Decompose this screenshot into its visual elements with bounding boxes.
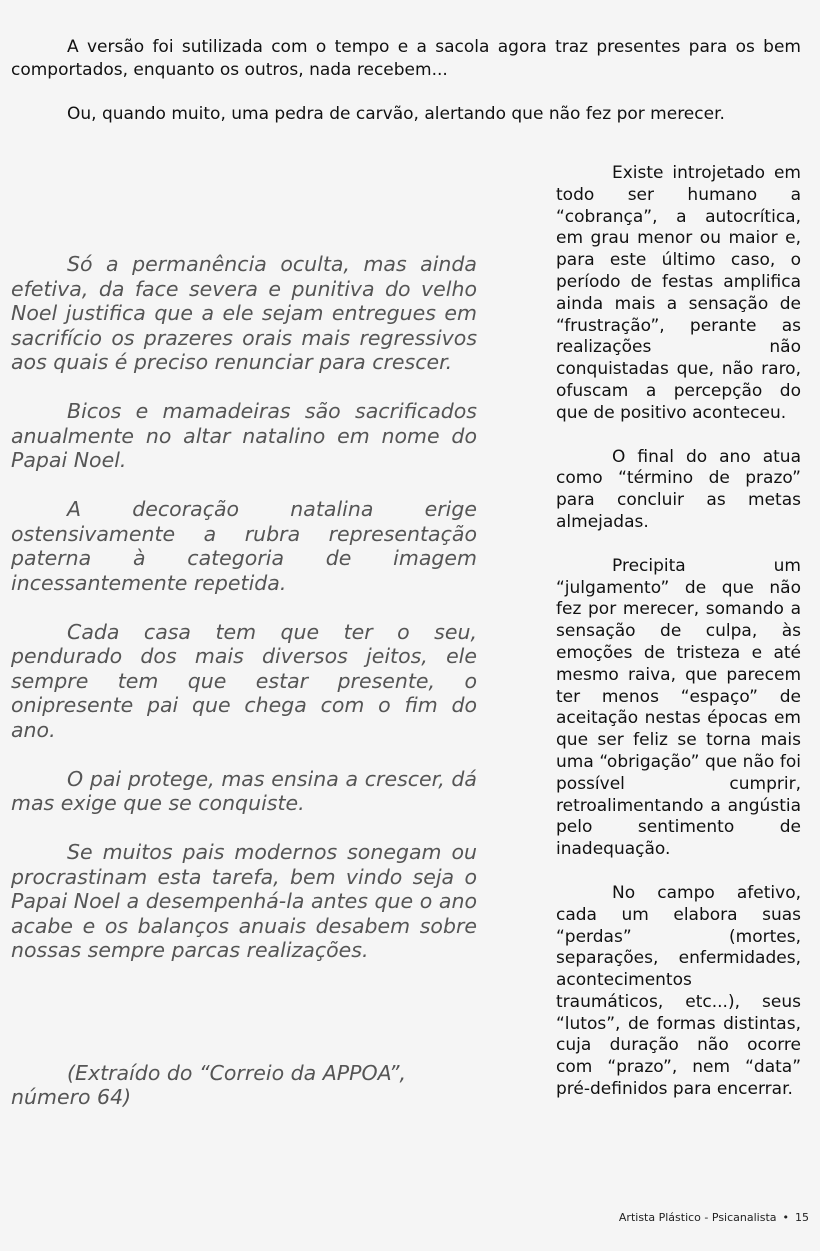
body-paragraph: O final do ano atua como “término de prazo” para concluir as metas almejadas. [556,446,801,532]
body-paragraph: Existe introjetado em todo ser humano a “cobrança”, a autocrítica, em grau menor ou maior e, para este último caso, o período de festas amplifica ainda mais a sensação de “frustração”, perante as realizações não conquistadas que, não raro, ofuscam a percepção do que de positivo aconteceu. [556,163,801,423]
source-citation: (Extraído do “Correio da APPOA”, número 64) [11,1060,407,1109]
footer-bullet: • [782,1211,789,1224]
left-column-quote [11,252,477,1134]
right-column-text [556,163,801,1123]
quote-paragraph: Cada casa tem que ter o seu, pendurado dos mais diversos jeitos, ele sempre tem que estar presente, o onipresente pai que chega com o fim do ano. [11,619,477,742]
body-paragraph: No campo afetivo, cada um elabora suas “perdas” (mortes, separações, enfermidades, acontecimentos traumáticos, etc...), seus “lutos”, de formas distintas, cuja duração não ocorre com “prazo”, nem “data” pré-definidos para encerrar. [556,882,801,1100]
quote-paragraph: Só a permanência oculta, mas ainda efetiva, da face severa e punitiva do velho Noel justifica que a ele sejam entregues em sacrifício os prazeres orais mais regressivos aos quais é preciso renunciar para crescer. [11,252,477,374]
body-paragraph: Precipita um “julgamento” de que não fez por merecer, somando a sensação de culpa, às emoções de tristeza e até mesmo raiva, que parecem ter menos “espaço” de aceitação nestas épocas em que ser feliz se torna mais uma “obrigação” que não foi possível cumprir, retroalimentando a angústia pelo sentimento de inadequação. [556,555,801,860]
footer-label: Artista Plástico - Psicanalista [618,1211,777,1224]
quote-paragraph: Se muitos pais modernos sonegam ou procrastinam esta tarefa, bem vindo seja o Papai Noel a desempenhá-la antes que o ano acabe e os balanços anuais desabem sobre nossas sempre parcas realizações. [11,840,477,962]
intro-text [11,36,801,147]
intro-paragraph: Ou, quando muito, uma pedra de carvão, alertando que não fez por merecer. [67,104,725,124]
page-number: 15 [795,1211,809,1224]
intro-paragraph: A versão foi sutilizada com o tempo e a sacola agora traz presentes para os bem comportados, enquanto os outros, nada recebem... [11,37,801,80]
page-footer [619,1211,809,1224]
quote-paragraph: A decoração natalina erige ostensivamente a rubra representação paterna à categoria de imagem incessantemente repetida. [11,497,477,595]
quote-paragraph: Bicos e mamadeiras são sacrificados anualmente no altar natalino em nome do Papai Noel. [11,399,477,472]
quote-paragraph: O pai protege, mas ensina a crescer, dá mas exige que se conquiste. [11,766,477,815]
